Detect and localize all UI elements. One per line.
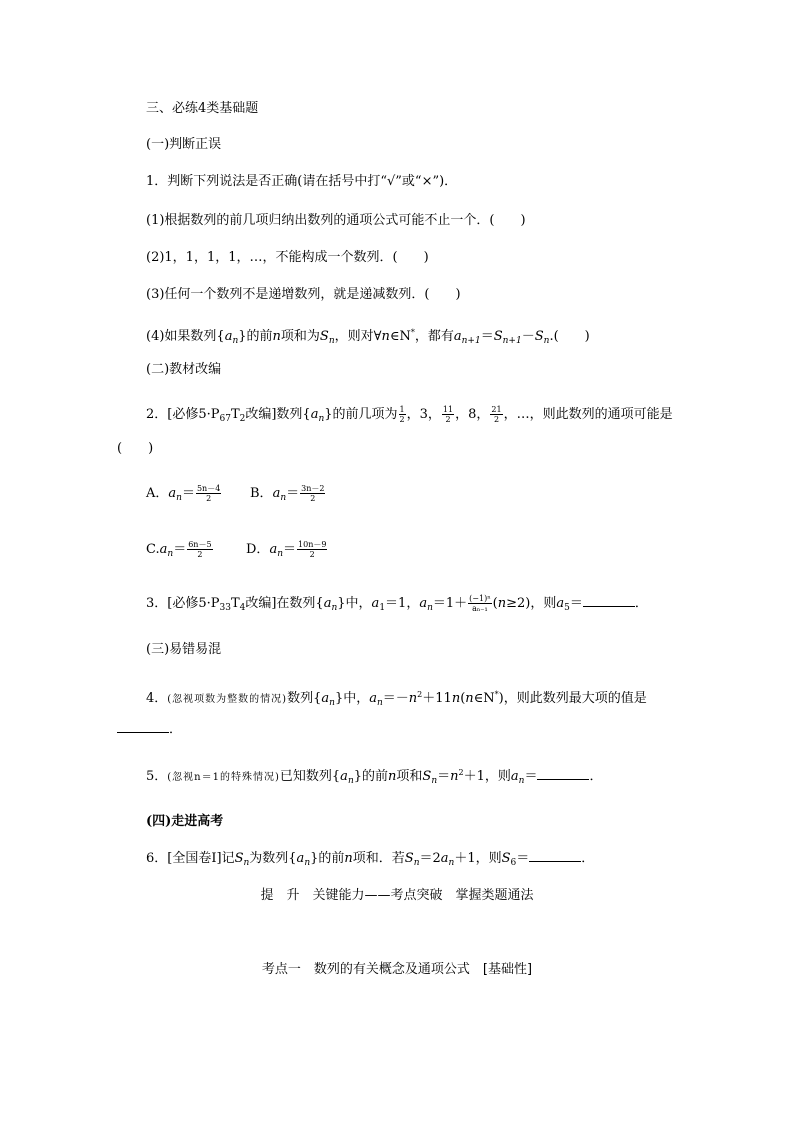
q3-stem: 3．[必修$5\cdot P_{33}T_4$改编]在数列$\{a_n\}$中，$a_1=1$，$a_n=1+$ $\frac{\text{(−1)ⁿ}}{\text{aₙ₋₁}}$ (n≥2)，则$a_5=$ ． <box>146 594 648 613</box>
q3-answer-blank[interactable] <box>583 594 635 607</box>
q2-option-b: B．$a_n=$ $\frac{3n-2}{2}$ <box>250 484 325 503</box>
q6-stem: 6．[全国卷Ⅰ]记$S_n$为数列$\{a_n\}$的前n项和．若$S_n=2a_n+1$，则$S_6=$ ． <box>146 851 595 868</box>
part1-title: (一)判断正误 <box>146 137 222 152</box>
section-title: 三、必练4类基础题 <box>146 101 259 116</box>
q2-stem: 2．[必修$5\cdot P_{67}T_2$改编]数列$\{a_n\}$的前几项为 $\frac{1}{2}$ ，3， $\frac{11}{2}$ ，8， $\frac{21}{2}$ ，…，则此数列的通项可能是 <box>146 405 673 424</box>
q6-answer-blank[interactable] <box>529 849 581 862</box>
part2-title: (二)教材改编 <box>146 362 222 377</box>
q1-statement-1: (1)根据数列的前几项归纳出数列的通项公式可能不止一个．( ) <box>146 213 526 228</box>
q4-stem: 4．(忽视项数为整数的情况)数列$\{a_n\}$中，$a_n=-n^2+11n(n\in N^*)$，则此数列最大项的值是 <box>146 690 647 708</box>
q4-answer-blank[interactable] <box>117 720 169 733</box>
q2-option-c: $C.a_n=$ $\frac{6n-5}{2}$ <box>146 540 212 559</box>
q1-statement-4: (4)如果数列$\{a_n\}$的前n项和为$S_n$，则对∀n∈N*，都有$a_{n+1}=S_{n+1}-S_n$.( ) <box>146 328 590 346</box>
q1-statement-2: (2)1，1，1，1，…，不能构成一个数列．( ) <box>146 250 429 265</box>
q1-stem: 1．判断下列说法是否正确(请在括号中打“√”或“×”)． <box>146 174 458 189</box>
q5-answer-blank[interactable] <box>537 767 589 780</box>
part4-title: (四)走进高考 <box>146 814 224 829</box>
q2-option-a: A．$a_n=$ $\frac{5n-4}{2}$ <box>146 484 221 503</box>
heading-topic1: 考点一 数列的有关概念及通项公式 [基础性] <box>261 962 533 977</box>
heading-ability: 提 升 关键能力——考点突破 掌握类题通法 <box>260 888 534 903</box>
q2-option-d: D．$a_n=$ $\frac{10n-9}{2}$ <box>246 540 327 559</box>
part3-title: (三)易错易混 <box>146 642 222 657</box>
q1-statement-3: (3)任何一个数列不是递增数列，就是递减数列．( ) <box>146 287 461 302</box>
q2-answer-paren: ( ) <box>117 441 154 456</box>
q4-answer-line: ． <box>117 720 182 740</box>
q5-stem: 5．(忽视n＝1的特殊情况)已知数列$\{a_n\}$的前n项和$S_n=n^2+1$，则$a_n=$ ． <box>146 768 603 786</box>
